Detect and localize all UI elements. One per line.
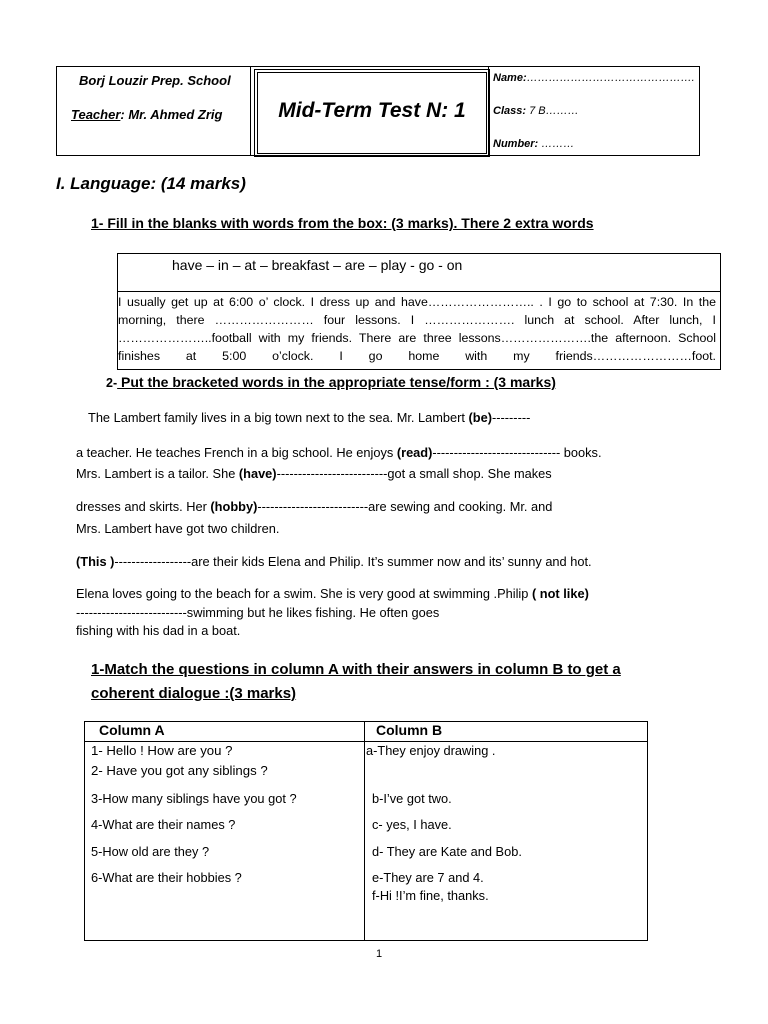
- answer-d: d- They are Kate and Bob.: [372, 844, 522, 859]
- question-6: 6-What are their hobbies ?: [91, 870, 242, 885]
- bracketed-word: (be): [468, 410, 492, 425]
- header-divider: [85, 741, 647, 742]
- question-2: 2- Have you got any siblings ?: [91, 763, 268, 778]
- line-blank: ------------------are their kids Elena and Philip. It’s summer now and its’ sunny and hot.: [114, 554, 592, 569]
- question-1: 1- Hello ! How are you ?: [91, 743, 233, 758]
- header-school-cell: [57, 67, 251, 155]
- q1-title: 1- Fill in the blanks with words from the box: (3 marks). There 2 extra words: [91, 215, 594, 231]
- bracketed-word: (hobby): [210, 499, 258, 514]
- header-student-cell: [488, 67, 700, 155]
- fill-blanks-box: [117, 253, 721, 370]
- q2-title: Put the bracketed words in the appropriate tense/form : (3 marks): [117, 374, 556, 390]
- q2-title-line: [106, 374, 556, 392]
- section-title: I. Language: (14 marks): [56, 174, 246, 193]
- answer-a: a-They enjoy drawing .: [366, 743, 496, 758]
- q2-line-9: [76, 623, 240, 638]
- name-label: Name:: [493, 72, 527, 84]
- q3-title-line-2: coherent dialogue :(3 marks): [91, 685, 297, 702]
- question-5: 5-How old are they ?: [91, 844, 210, 859]
- q2-line-5: [76, 521, 279, 536]
- teacher-name: : Mr. Ahmed Zrig: [120, 107, 223, 122]
- line-text: fishing with his dad in a boat.: [76, 623, 241, 638]
- line-blank: ---------: [492, 410, 531, 425]
- question-4: 4-What are their names ?: [91, 817, 236, 832]
- number-value: ………: [538, 138, 575, 150]
- q2-line-6: [76, 554, 592, 569]
- answer-f: f-Hi !I’m fine, thanks.: [372, 888, 489, 903]
- line-text: a teacher. He teaches French in a big school. He enjoys: [76, 445, 397, 460]
- q2-line-8: [76, 605, 439, 620]
- word-list: have – in – at – breakfast – are – play - go - on: [172, 257, 463, 273]
- fill-blanks-paragraph: I usually get up at 6:00 o’ clock. I dress up and have…………………….. . I go to school at 7:30. In the morning, there …………………… four lessons. I …………………. lunch at school. After lunch, I …………………..football with my friends. There are three lessons………………….the afternoon. School finishes at 5:00 o’clock. I go home with my friends……………………foot.: [118, 295, 716, 363]
- bracketed-word: (This ): [76, 554, 115, 569]
- test-title-box: [254, 69, 490, 157]
- q2-line-1: [88, 410, 530, 425]
- answer-b: b-I’ve got two.: [372, 791, 452, 806]
- page-number: 1: [376, 948, 383, 960]
- teacher-line: [71, 107, 222, 122]
- q2-line-7: [76, 586, 589, 601]
- class-value: 7 B………: [526, 105, 579, 117]
- matching-table: [84, 721, 648, 941]
- q3-title-line-1: 1-Match the questions in column A with their answers in column B to get a: [91, 661, 621, 678]
- bracketed-word: (have): [238, 466, 277, 481]
- word-box: [118, 254, 720, 292]
- name-field[interactable]: [493, 72, 695, 84]
- q2-number: 2-: [106, 376, 118, 390]
- answer-c: c- yes, I have.: [372, 817, 452, 832]
- class-label: Class:: [493, 105, 527, 117]
- name-value: ……………………………………….: [526, 72, 695, 84]
- column-b-header: Column B: [376, 722, 443, 738]
- column-a-header: Column A: [99, 722, 165, 738]
- column-divider: [364, 722, 365, 940]
- number-label: Number:: [493, 138, 539, 150]
- line-text: dresses and skirts. Her: [76, 499, 211, 514]
- number-field[interactable]: [493, 138, 574, 150]
- class-field[interactable]: [493, 105, 579, 117]
- line-text: --------------------------swimming but he likes fishing. He often goes: [76, 605, 440, 620]
- line-text: Elena loves going to the beach for a swim. She is very good at swimming .Philip: [76, 586, 532, 601]
- school-name: Borj Louzir Prep. School: [79, 73, 231, 88]
- line-blank: ------------------------------ books.: [432, 445, 602, 460]
- bracketed-word: ( not like): [531, 586, 589, 601]
- q2-line-2: [76, 445, 602, 460]
- test-title: Mid-Term Test N: 1: [278, 99, 466, 122]
- line-text: The Lambert family lives in a big town next to the sea. Mr. Lambert: [88, 410, 469, 425]
- line-text: Mrs. Lambert have got two children.: [76, 521, 280, 536]
- header-box: [56, 66, 700, 156]
- q2-line-4: [76, 499, 552, 514]
- teacher-label: Teacher: [71, 107, 121, 122]
- answer-e: e-They are 7 and 4.: [372, 870, 484, 885]
- question-3: 3-How many siblings have you got ?: [91, 791, 297, 806]
- q2-line-3: [76, 466, 552, 481]
- line-text: Mrs. Lambert is a tailor. She: [76, 466, 239, 481]
- bracketed-word: (read): [396, 445, 433, 460]
- line-blank: --------------------------are sewing and cooking. Mr. and: [257, 499, 553, 514]
- line-blank: --------------------------got a small shop. She makes: [276, 466, 552, 481]
